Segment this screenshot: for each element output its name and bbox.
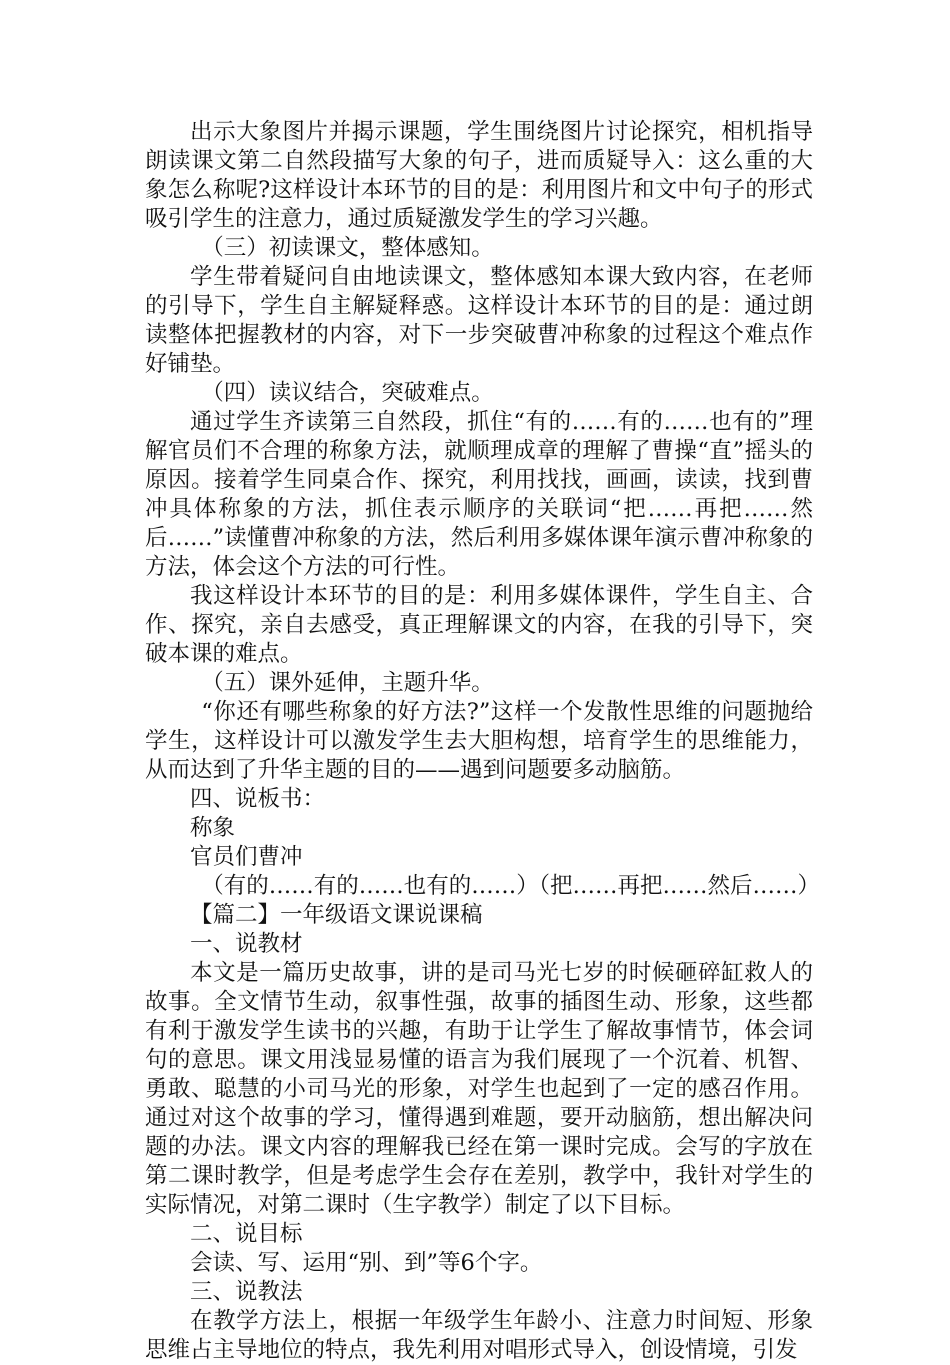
paragraph-goals: 会读、写、运用“别、到”等6个字。 <box>190 1250 543 1276</box>
heading-methods: 三、说教法 <box>190 1279 303 1305</box>
paragraph-design-purpose: 我这样设计本环节的目的是：利用多媒体课件，学生自主、合作、探究，亲自去感受，真正理解课文的内容，在我的引导下，突破本课的难点。 <box>145 583 813 667</box>
heading-goals: 二、说目标 <box>190 1221 303 1247</box>
blackboard-line-methods: （有的……有的……也有的……）（把……再把……然后……） <box>201 873 821 899</box>
paragraph-extension: “你还有哪些称象的好方法?”这样一个发散性思维的问题抛给学生，这样设计可以激发学生去大胆构想，培育学生的思维能力，从而达到了升华主题的目的——遇到问题要多动脑筋。 <box>145 699 813 783</box>
section-title-part-two: 【篇二】一年级语文课说课稿 <box>190 902 483 928</box>
heading-discussion: （四）读议结合，突破难点。 <box>201 380 494 406</box>
heading-extension: （五）课外延伸，主题升华。 <box>201 670 494 696</box>
heading-blackboard: 四、说板书： <box>190 786 326 812</box>
blackboard-line-characters: 官员们曹冲 <box>190 844 303 870</box>
paragraph-textbook: 本文是一篇历史故事，讲的是司马光七岁的时候砸碎缸救人的故事。全文情节生动，叙事性强，故事的插图生动、形象，这些都有利于激发学生读书的兴趣，有助于让学生了解故事情节，体会词句的意思。课文用浅显易懂的语言为我们展现了一个沉着、机智、勇敢、聪慧的小司马光的形象，对学生也起到了一定的感召作用。通过对这个故事的学习，懂得遇到难题，要开动脑筋，想出解决问题的办法。课文内容的理解我已经在第一课时完成。会写的字放在第二课时教学，但是考虑学生会存在差别，教学中，我针对学生的实际情况，对第二课时（生字教学）制定了以下目标。 <box>145 960 813 1218</box>
heading-first-reading: （三）初读课文，整体感知。 <box>201 235 494 261</box>
paragraph-discussion: 通过学生齐读第三自然段，抓住“有的……有的……也有的”理解官员们不合理的称象方法，就顺理成章的理解了曹操“直”摇头的原因。接着学生同桌合作、探究，利用找找，画画，读读，找到曹冲具体称象的方法，抓住表示顺序的关联词“把……再把……然后……”读懂曹冲称象的方法，然后利用多媒体课年演示曹冲称象的方法，体会这个方法的可行性。 <box>145 409 813 580</box>
document-page <box>145 118 821 1365</box>
paragraph-methods: 在教学方法上，根据一年级学生年龄小、注意力时间短、形象思维占主导地位的特点，我先利用对唱形式导入，创设情境，引发 <box>145 1308 813 1363</box>
paragraph-first-reading: 学生带着疑问自由地读课文，整体感知本课大致内容，在老师的引导下，学生自主解疑释惑。这样设计本环节的目的是：通过朗读整体把握教材的内容，对下一步突破曹冲称象的过程这个难点作好铺垫。 <box>145 264 813 377</box>
heading-textbook: 一、说教材 <box>190 931 303 957</box>
paragraph-intro-image: 出示大象图片并揭示课题，学生围绕图片讨论探究，相机指导朗读课文第二自然段描写大象的句子，进而质疑导入：这么重的大象怎么称呢?这样设计本环节的目的是：利用图片和文中句子的形式吸引学生的注意力，通过质疑激发学生的学习兴趣。 <box>145 119 813 232</box>
blackboard-line-title: 称象 <box>190 815 236 841</box>
